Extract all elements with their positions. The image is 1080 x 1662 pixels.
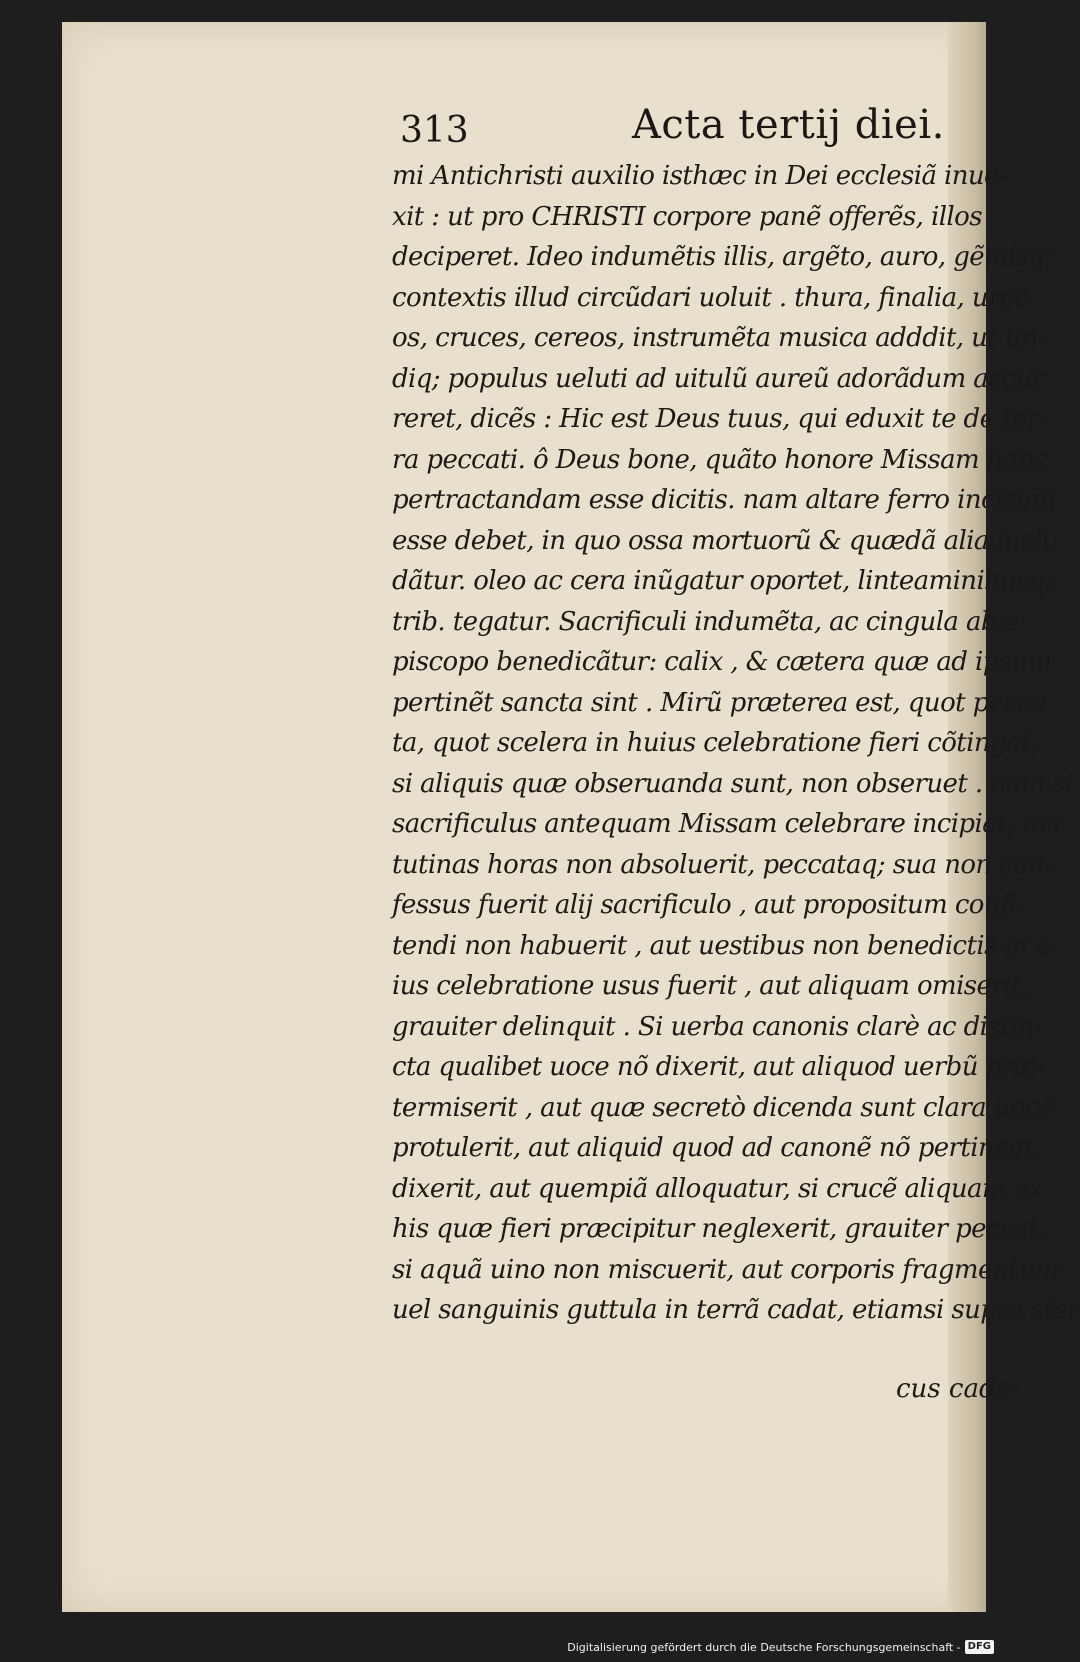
text-line: his quæ fieri præcipitur neglexerit, grauiter peccat.: [392, 1214, 1047, 1244]
text-line: esse debet, in quo ossa mortuorũ & quædã alia inclu: [392, 525, 1059, 556]
text-line: ta, quot scelera in huius celebratione fieri cõtingat,: [392, 728, 1039, 758]
text-line: tutinas horas non absoluerit, peccataq; sua non con-: [392, 849, 1053, 880]
text-line: piscopo benedicãtur: calix , & cætera quæ ad ipsum: [392, 647, 1052, 677]
text-line: ius celebratione usus fuerit , aut aliquam omiserit,: [392, 971, 1029, 1001]
text-line: fessus fuerit alij sacrificulo , aut propositum confi-: [392, 890, 1025, 920]
text-line: si aquã uino non miscuerit, aut corporis fragmentum: [392, 1254, 1059, 1285]
text-line: uel sanguinis guttula in terrã cadat, etiamsi supra ster: [392, 1295, 1080, 1325]
text-line: grauiter delinquit . Si uerba canonis clarè ac distin-: [392, 1011, 1042, 1042]
text-line: ra peccati. ô Deus bone, quãto honore Missam hanc: [392, 444, 1048, 475]
text-line: dãtur. oleo ac cera inũgatur oportet, linteaminibusq;: [392, 566, 1054, 596]
text-line: os, cruces, cereos, instrumẽta musica adddit, ut un-: [392, 323, 1046, 353]
text-line: diq; populus ueluti ad uitulũ aureũ adorãdum accur: [392, 363, 1045, 394]
text-line: pertinẽt sancta sint . Mirũ præterea est, quot pecca: [392, 687, 1047, 718]
text-line: contextis illud circũdari uoluit . thura, finalia, urce: [392, 282, 1029, 313]
text-line: protulerit, aut aliquid quod ad canonẽ nõ pertineat,: [392, 1133, 1042, 1163]
text-line: si aliquis quæ obseruanda sunt, non obseruet . nam si: [392, 768, 1074, 799]
text-line: dixerit, aut quempiã alloquatur, si crucẽ aliquam ex: [392, 1173, 1043, 1204]
text-line: sacrificulus antequam Missam celebrare incipiat, ma: [392, 809, 1062, 839]
text-line: xit : ut pro CHRISTI corpore panẽ offerẽs, illos: [392, 201, 982, 232]
text-line: reret, dicẽs : Hic est Deus tuus, qui eduxit te de ter-: [392, 404, 1047, 434]
text-line: tendi non habuerit , aut uestibus non benedictis in e-: [392, 930, 1059, 961]
text-line: deciperet. Ideo indumẽtis illis, argẽto, auro, gẽmisq;: [392, 242, 1053, 272]
text-line: cta qualibet uoce nõ dixerit, aut aliquod uerbũ præ-: [392, 1052, 1046, 1082]
credit-text: Digitalisierung gefördert durch die Deutsche Forschungsgemeinschaft -: [567, 1640, 961, 1654]
catchword: cus cade-: [896, 1374, 1020, 1404]
text-line: termiserit , aut quæ secretò dicenda sunt clara uoce: [392, 1092, 1054, 1123]
running-head-title: Acta tertij diei.: [632, 102, 945, 148]
running-head: [400, 102, 1000, 158]
book-page: [62, 22, 1080, 1612]
text-line: mi Antichristi auxilio isthæc in Dei ecclesiã inue-: [392, 161, 1007, 191]
digitization-credit: [567, 1638, 994, 1656]
text-line: trib. tegatur. Sacrificuli indumẽta, ac cingula ab e-: [392, 606, 1028, 637]
page-number: 313: [400, 110, 469, 151]
body-text: [392, 156, 1080, 1331]
dfg-logo: DFG: [965, 1640, 994, 1654]
text-line: pertractandam esse dicitis. nam altare ferro incisum: [392, 485, 1056, 515]
